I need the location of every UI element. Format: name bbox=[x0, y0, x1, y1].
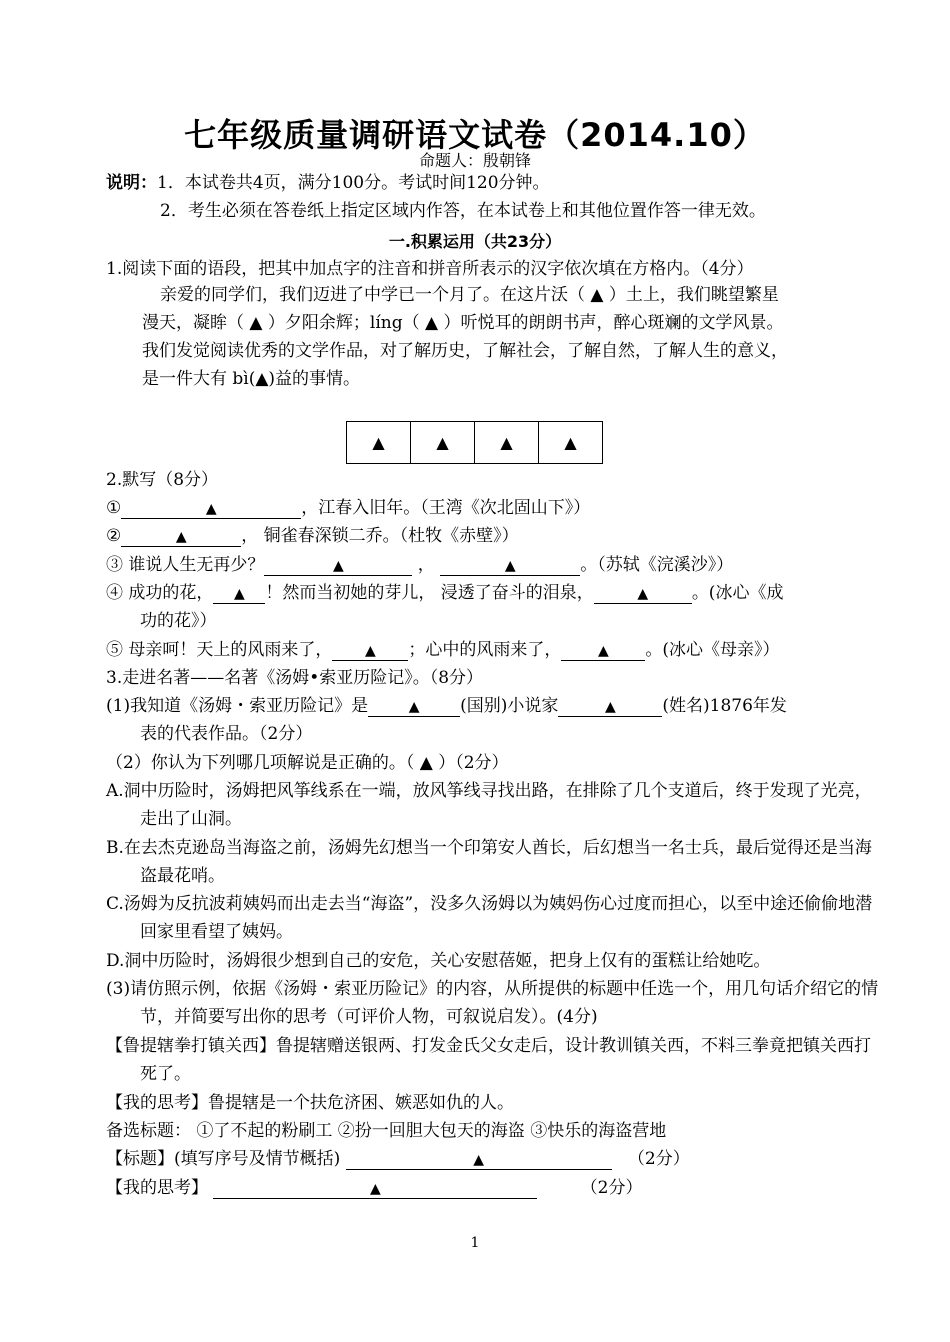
exam-title: 七年级质量调研语文试卷（2014.10） bbox=[184, 116, 766, 154]
q2-line-1: ① ▲ ，江春入旧年。（王湾《次北固山下》） bbox=[106, 498, 591, 518]
q3-option-c: C.汤姆为反抗波莉姨妈而出走去当“海盗”，没多久汤姆以为姨妈伤心过度而担心，以至中途还偷偷地潜回家里看望了姨妈。 bbox=[106, 894, 873, 942]
q3-option-d: D.洞中历险时，汤姆很少想到自己的安危，关心安慰蓓姬，把身上仅有的蛋糕让给她吃。 bbox=[106, 951, 771, 971]
blank[interactable]: ▲ bbox=[594, 584, 692, 604]
notes-item-2: 2．考生必须在答卷纸上指定区域内作答，在本试卷上和其他位置作答一律无效。 bbox=[160, 201, 766, 221]
notes-item-1: 1．本试卷共4页，满分100分。考试时间120分钟。 bbox=[157, 173, 550, 193]
blank[interactable]: ▲ bbox=[121, 527, 241, 547]
blank[interactable]: ▲ bbox=[368, 697, 460, 717]
q1-passage-line-1: 亲爱的同学们，我们迈进了中学已一个月了。在这片沃（ ▲ ）土上，我们眺望繁星 bbox=[160, 285, 779, 305]
blank[interactable]: ▲ bbox=[264, 556, 412, 576]
q3-example-thought: 【我的思考】鲁提辖是一个扶危济困、嫉恶如仇的人。 bbox=[106, 1093, 514, 1113]
answer-box[interactable]: ▲ bbox=[411, 422, 475, 464]
q2-line-3: ③ 谁说人生无再少？ ▲ ， ▲ 。（苏轼《浣溪沙》） bbox=[106, 555, 734, 575]
q1-passage-line-2: 漫天，凝眸（ ▲ ）夕阳余辉；líng（ ▲ ）听悦耳的朗朗书声，醉心斑斓的文学风景。 bbox=[142, 313, 784, 333]
q1-stem: 1.阅读下面的语段，把其中加点字的注音和拼音所表示的汉字依次填在方格内。（4分） bbox=[106, 259, 754, 279]
q1-passage-line-3: 我们发觉阅读优秀的文学作品，对了解历史，了解社会，了解自然，了解人生的意义， bbox=[142, 341, 788, 361]
q1-passage-line-4: 是一件大有 bì(▲)益的事情。 bbox=[142, 369, 361, 389]
q3-example: 【鲁提辖拳打镇关西】鲁提辖赠送银两、打发金氏父女走后，设计教训镇关西，不料三拳竟把镇关西打死了。 bbox=[106, 1036, 871, 1084]
q3-part-3: (3)请仿照示例，依据《汤姆・索亚历险记》的内容，从所提供的标题中任选一个，用几句话介绍它的情节，并简要写出你的思考（可评价人物，可叙说启发）。(4分) bbox=[106, 979, 879, 1027]
blank[interactable]: ▲ bbox=[561, 641, 645, 661]
section-heading: 一.积累运用（共23分） bbox=[388, 232, 562, 251]
q2-line-4: ④ 成功的花， ▲ ！然而当初她的芽儿， 浸透了奋斗的泪泉， ▲ 。(冰心《成 bbox=[106, 583, 784, 603]
blank[interactable]: ▲ bbox=[213, 584, 265, 604]
blank[interactable]: ▲ bbox=[440, 556, 580, 576]
q3-stem: 3.走进名著——名著《汤姆•索亚历险记》。（8分） bbox=[106, 668, 484, 688]
q3-option-a: A.洞中历险时，汤姆把风筝线系在一端，放风筝线寻找出路，在排除了几个支道后，终于发现了光亮，走出了山洞。 bbox=[106, 781, 872, 829]
q2-line-2: ② ▲ ， 铜雀春深锁二乔。（杜牧《赤壁》） bbox=[106, 526, 519, 546]
blank[interactable]: ▲ bbox=[121, 499, 301, 519]
q3-part-1-cont: 表的代表作品。（2分） bbox=[140, 724, 313, 744]
blank[interactable]: ▲ bbox=[213, 1179, 537, 1199]
q3-part-1: (1)我知道《汤姆・索亚历险记》是 ▲ (国别)小说家 ▲ (姓名)1876年发 bbox=[106, 696, 787, 716]
notes-label: 说明： bbox=[106, 173, 157, 193]
answer-box[interactable]: ▲ bbox=[347, 422, 411, 464]
q3-option-b: B.在去杰克逊岛当海盗之前，汤姆先幻想当一个印第安人酋长，后幻想当一名士兵，最后觉得还是当海盗最花哨。 bbox=[106, 838, 872, 886]
q3-choices: 备选标题： ①了不起的粉刷工 ②扮一回胆大包天的海盗 ③快乐的海盗营地 bbox=[106, 1121, 667, 1141]
answer-box[interactable]: ▲ bbox=[539, 422, 603, 464]
q2-line-4-cont: 功的花》） bbox=[140, 611, 217, 631]
answer-boxes bbox=[346, 421, 603, 464]
q3-part-2: （2）你认为下列哪几项解说是正确的。（ ▲ ）（2分） bbox=[106, 753, 509, 773]
blank[interactable]: ▲ bbox=[558, 697, 662, 717]
answer-box[interactable]: ▲ bbox=[475, 422, 539, 464]
q2-stem: 2.默写（8分） bbox=[106, 470, 219, 490]
q3-thought-line: 【我的思考】 ▲ （2分） bbox=[106, 1178, 643, 1198]
blank[interactable]: ▲ bbox=[332, 641, 408, 661]
q3-title-line: 【标题】(填写序号及情节概括) ▲ （2分） bbox=[106, 1149, 690, 1169]
notes-line-2 bbox=[160, 200, 766, 222]
exam-author: 命题人：殷朝锋 bbox=[418, 151, 531, 170]
q1-passage bbox=[142, 281, 850, 393]
notes-line-1 bbox=[106, 172, 550, 194]
page-number: 1 bbox=[470, 1235, 480, 1251]
blank[interactable]: ▲ bbox=[346, 1150, 612, 1170]
q2-line-5: ⑤ 母亲呵！天上的风雨来了， ▲ ；心中的风雨来了， ▲ 。(冰心《母亲》） bbox=[106, 640, 780, 660]
